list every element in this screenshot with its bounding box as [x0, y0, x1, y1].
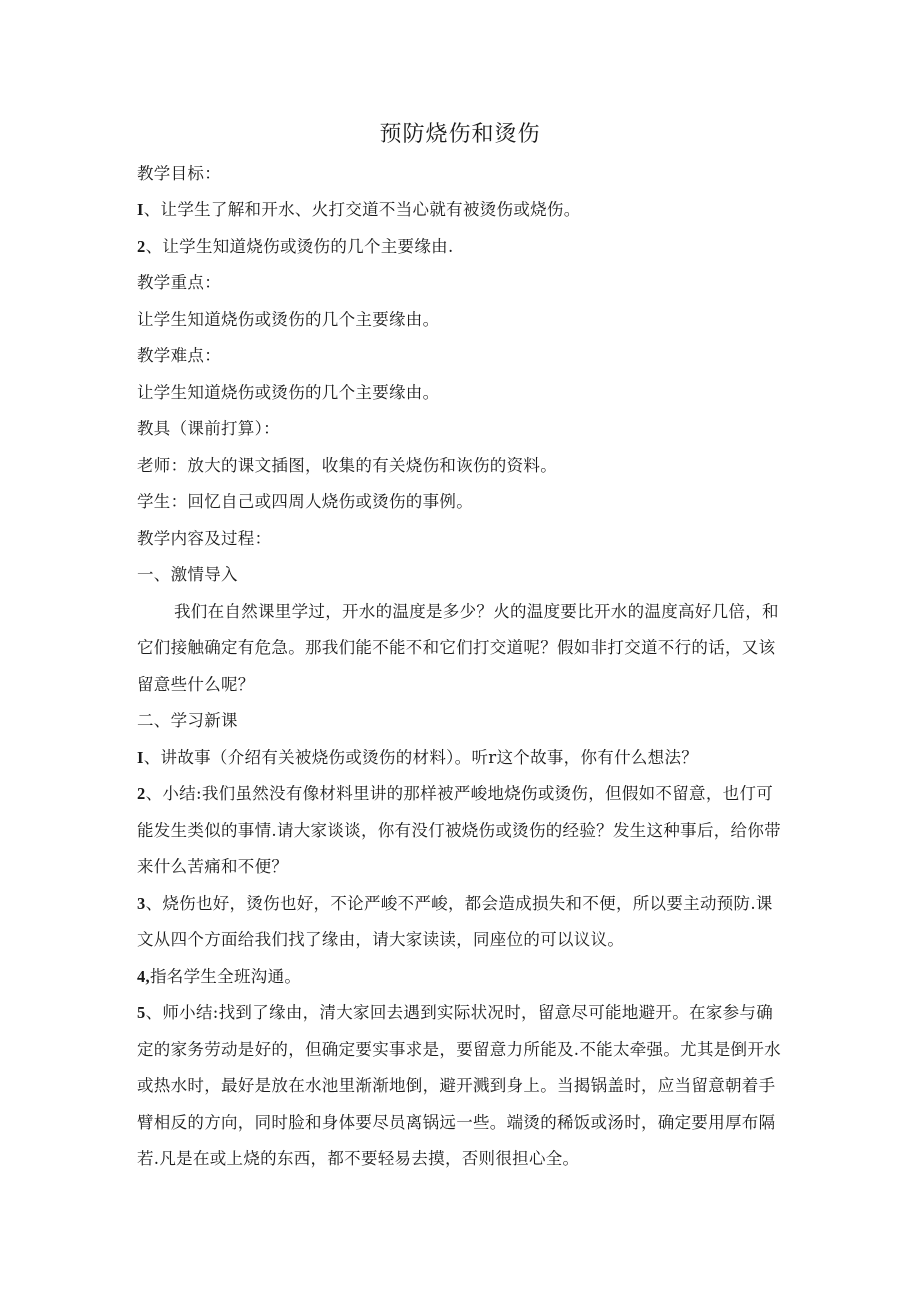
list-item — [137, 235, 787, 259]
line-text: 文从四个方面给我们找了缘由，请大家读读，同座位的可以议议。 — [137, 930, 625, 949]
line-text: 定的家务劳动是好的，但确定要实事求是，要留意力所能及.不能太牵强。尤其是倒开水 — [137, 1040, 781, 1059]
list-item — [137, 782, 787, 806]
line-text: 教学难点： — [137, 346, 221, 365]
line-text: 、让学生知道烧伤或烫伤的几个主要缘由. — [145, 237, 454, 256]
section-heading-materials — [137, 417, 787, 441]
line-text: 能发生类似的事情.请大家谈谈，你有没仃被烧伤或烫伤的经验？发生这种事后，给你带 — [137, 821, 781, 840]
item-number: I — [137, 748, 144, 767]
paragraph-line — [137, 454, 787, 478]
line-text: 留意些什么呢？ — [137, 675, 255, 694]
paragraph-line — [137, 819, 787, 843]
line-text: 若.凡是在或上烧的东西，都不要轻易去摸，否则很担心全。 — [137, 1149, 580, 1168]
paragraph-line — [137, 1074, 787, 1098]
paragraph-line — [137, 636, 787, 660]
item-number: 5 — [137, 1003, 146, 1022]
line-text: 或热水时，最好是放在水池里渐渐地倒，避开溅到身上。当揭锅盖时，应当留意朝着手 — [137, 1076, 776, 1095]
line-text: 指名学生全班沟通。 — [149, 967, 302, 986]
list-item — [137, 1001, 787, 1025]
line-text: 教学重点： — [137, 273, 221, 292]
item-number: 4, — [137, 967, 150, 986]
section-heading-difficulties — [137, 344, 787, 368]
line-text: 臂相反的方向，同时脸和身体要尽员离锅远一些。端烫的稀饭或汤时，确定要用厚布隔 — [137, 1113, 776, 1132]
line-text: 二、学习新课 — [137, 711, 238, 730]
list-item — [137, 198, 787, 222]
line-text: 、讲故事（介绍有关被烧伤或烫伤的材料）。听r这个故事，你有什么想法？ — [143, 748, 699, 767]
line-text: 、让学生了解和开水、火打交道不当心就有被烫伤或烧伤。 — [143, 200, 581, 219]
paragraph-line — [174, 600, 824, 624]
paragraph-line — [137, 928, 787, 952]
section-heading-new-lesson — [137, 709, 787, 733]
paragraph-line — [137, 673, 787, 697]
paragraph-line — [137, 1038, 787, 1062]
line-text: 让学生知道烧伤或烫伤的几个主要缘由。 — [137, 310, 440, 329]
item-number: 2 — [137, 237, 146, 256]
paragraph-line — [137, 308, 787, 332]
line-text: 、烧伤也好，烫伤也好，不论严峻不严峻，都会造成损失和不便，所以要主动预防.课 — [145, 894, 773, 913]
list-item — [137, 965, 787, 989]
line-text: 学生：回忆自己或四周人烧伤或烫伤的事例。 — [137, 492, 473, 511]
line-text: 老师：放大的课文插图，收集的有关烧伤和诙伤的资料。 — [137, 456, 557, 475]
line-text: 让学生知道烧伤或烫伤的几个主要缘由。 — [137, 383, 440, 402]
line-text: 来什么苦痛和不便？ — [137, 857, 289, 876]
paragraph-line — [137, 855, 787, 879]
paragraph-line — [137, 1111, 787, 1135]
section-heading-key-points — [137, 271, 787, 295]
item-number: I — [137, 200, 144, 219]
paragraph-line — [137, 1147, 787, 1171]
line-text: 、师小结:找到了缘由，清大家回去遇到实际状况时，留意尽可能地避开。在家参与确 — [145, 1003, 774, 1022]
item-number: 3 — [137, 894, 146, 913]
line-text: 教学内容及过程： — [137, 529, 272, 548]
list-item — [137, 746, 787, 770]
line-text: 我们在自然课里学过，开水的温度是多少？火的温度要比开水的温度高好几倍，和 — [174, 602, 779, 621]
line-text: 、小结:我们虽然没有像材料里讲的那样被严峻地烧伤或烫伤，但假如不留意，也仃可 — [145, 784, 774, 803]
line-text: 教学目标： — [137, 164, 221, 183]
paragraph-line — [137, 490, 787, 514]
paragraph-line — [137, 381, 787, 405]
line-text: 它们接触确定有危急。那我们能不能不和它们打交道呢？假如非打交道不行的话，又该 — [137, 638, 776, 657]
section-heading-objectives — [137, 162, 787, 186]
line-text: 一、激情导入 — [137, 565, 238, 584]
section-heading-process — [137, 527, 787, 551]
section-heading-intro — [137, 563, 787, 587]
document-title: 预防烧伤和烫伤 — [379, 122, 541, 147]
line-text: 教具（课前打算）： — [137, 419, 280, 438]
item-number: 2 — [137, 784, 146, 803]
list-item — [137, 892, 787, 916]
